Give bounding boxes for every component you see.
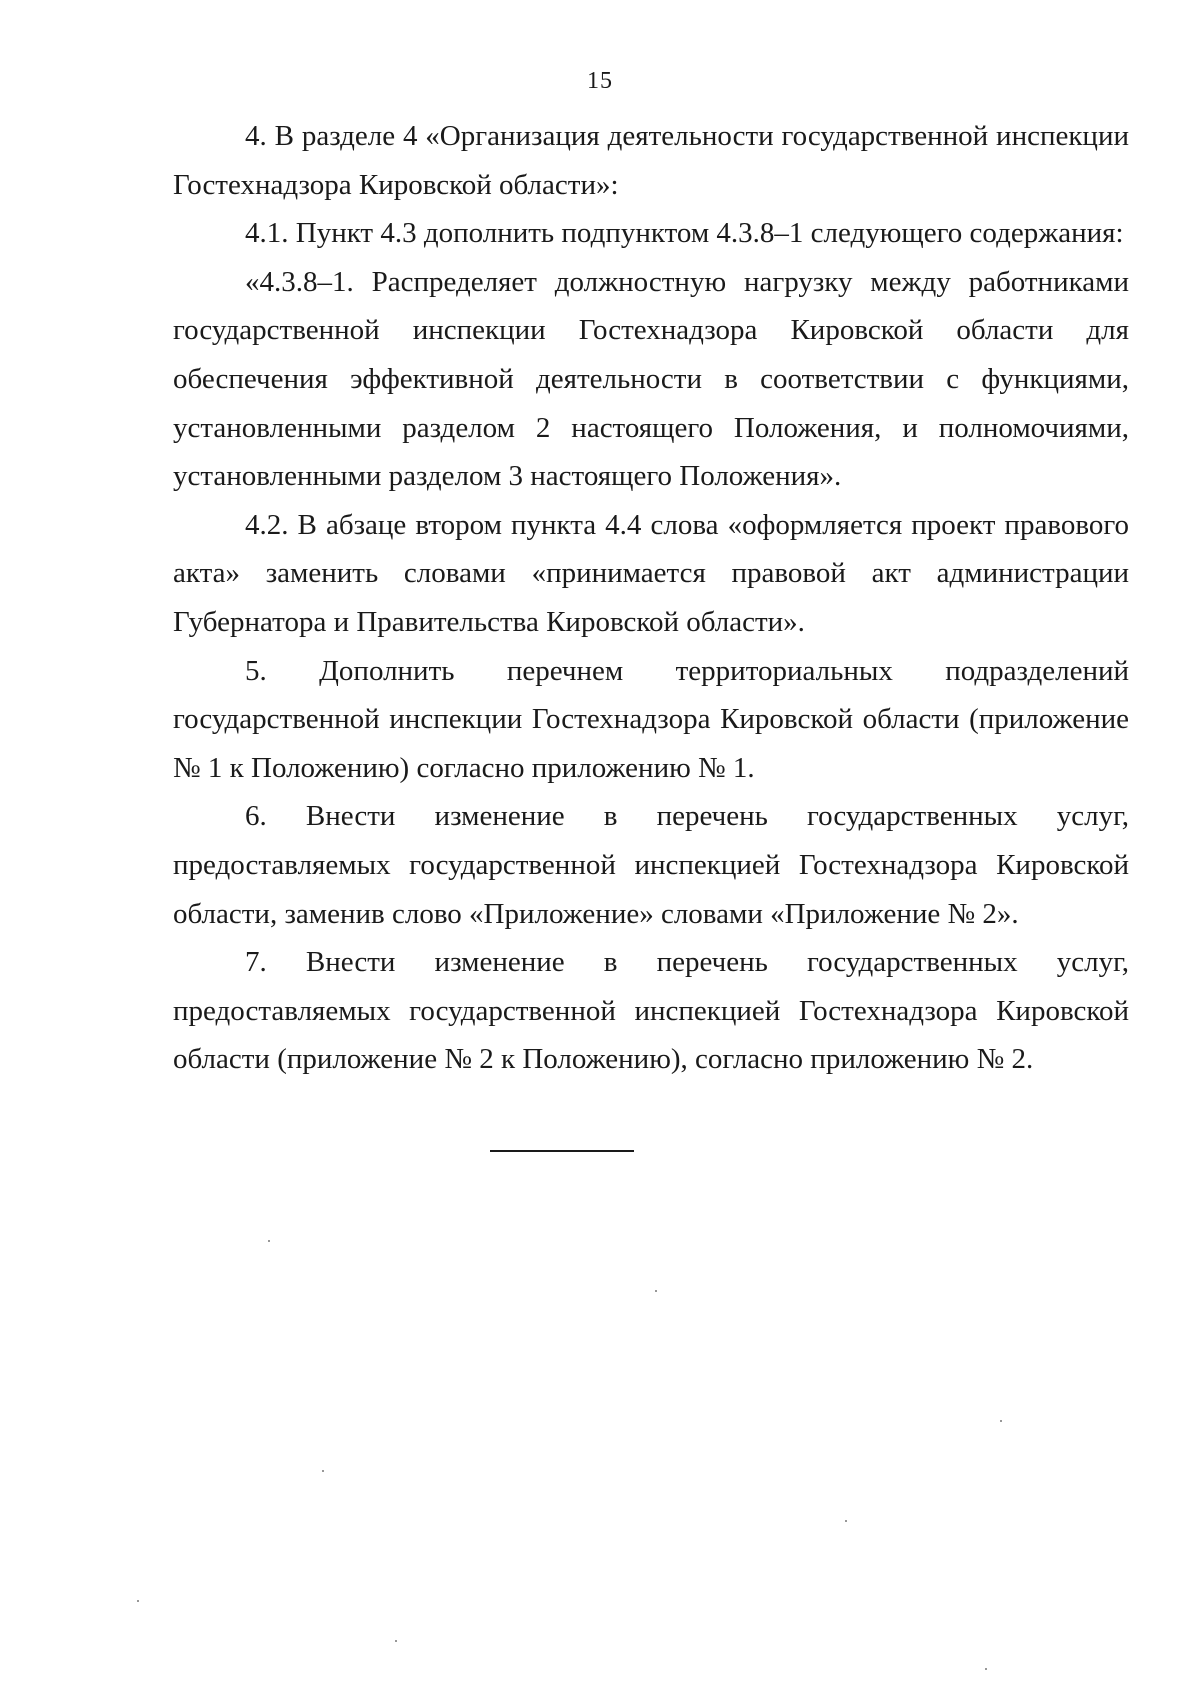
scan-speck — [322, 1470, 324, 1472]
document-body — [173, 112, 1129, 1084]
paragraph-4-2: 4.2. В абзаце втором пункта 4.4 слова «оформляется проект правового акта» заменить словами «принимается правовой акт администрации Губернатора и Правительства Кировской области». — [173, 508, 1129, 638]
paragraph-5: 5. Дополнить перечнем территориальных подразделений государственной инспекции Гостехнадзора Кировской области (приложение № 1 к Положению) согласно приложению № 1. — [173, 654, 1129, 784]
scan-speck — [985, 1668, 987, 1670]
scan-speck — [655, 1290, 657, 1292]
page-number: 15 — [587, 68, 613, 94]
paragraph-section-4: 4. В разделе 4 «Организация деятельности государственной инспекции Гостехнадзора Кировской области»: — [173, 120, 1129, 201]
paragraph-7: 7. Внести изменение в перечень государственных услуг, предоставляемых государственной инспекцией Гостехнадзора Кировской области (приложение № 2 к Положению), согласно приложению № 2. — [173, 946, 1129, 1076]
paragraph-4-3-8-1: «4.3.8–1. Распределяет должностную нагрузку между работниками государственной инспекции Гостехнадзора Кировской области для обеспечения эффективной деятельности в соответствии с функциями, установленными разделом 2 настоящего Положения, и полномочиями, установленными разделом 3 настоящего Положения». — [173, 265, 1129, 493]
scan-speck — [1000, 1420, 1002, 1422]
paragraph-4-1: 4.1. Пункт 4.3 дополнить подпунктом 4.3.8–1 следующего содержания: — [245, 217, 1124, 250]
scan-speck — [395, 1640, 397, 1642]
paragraph-6: 6. Внести изменение в перечень государственных услуг, предоставляемых государственной инспекцией Гостехнадзора Кировской области, заменив слово «Приложение» словами «Приложение № 2». — [173, 800, 1129, 930]
scan-speck — [845, 1520, 847, 1522]
scan-speck — [137, 1600, 139, 1602]
scan-speck — [268, 1240, 270, 1242]
end-of-text-rule — [490, 1150, 634, 1152]
